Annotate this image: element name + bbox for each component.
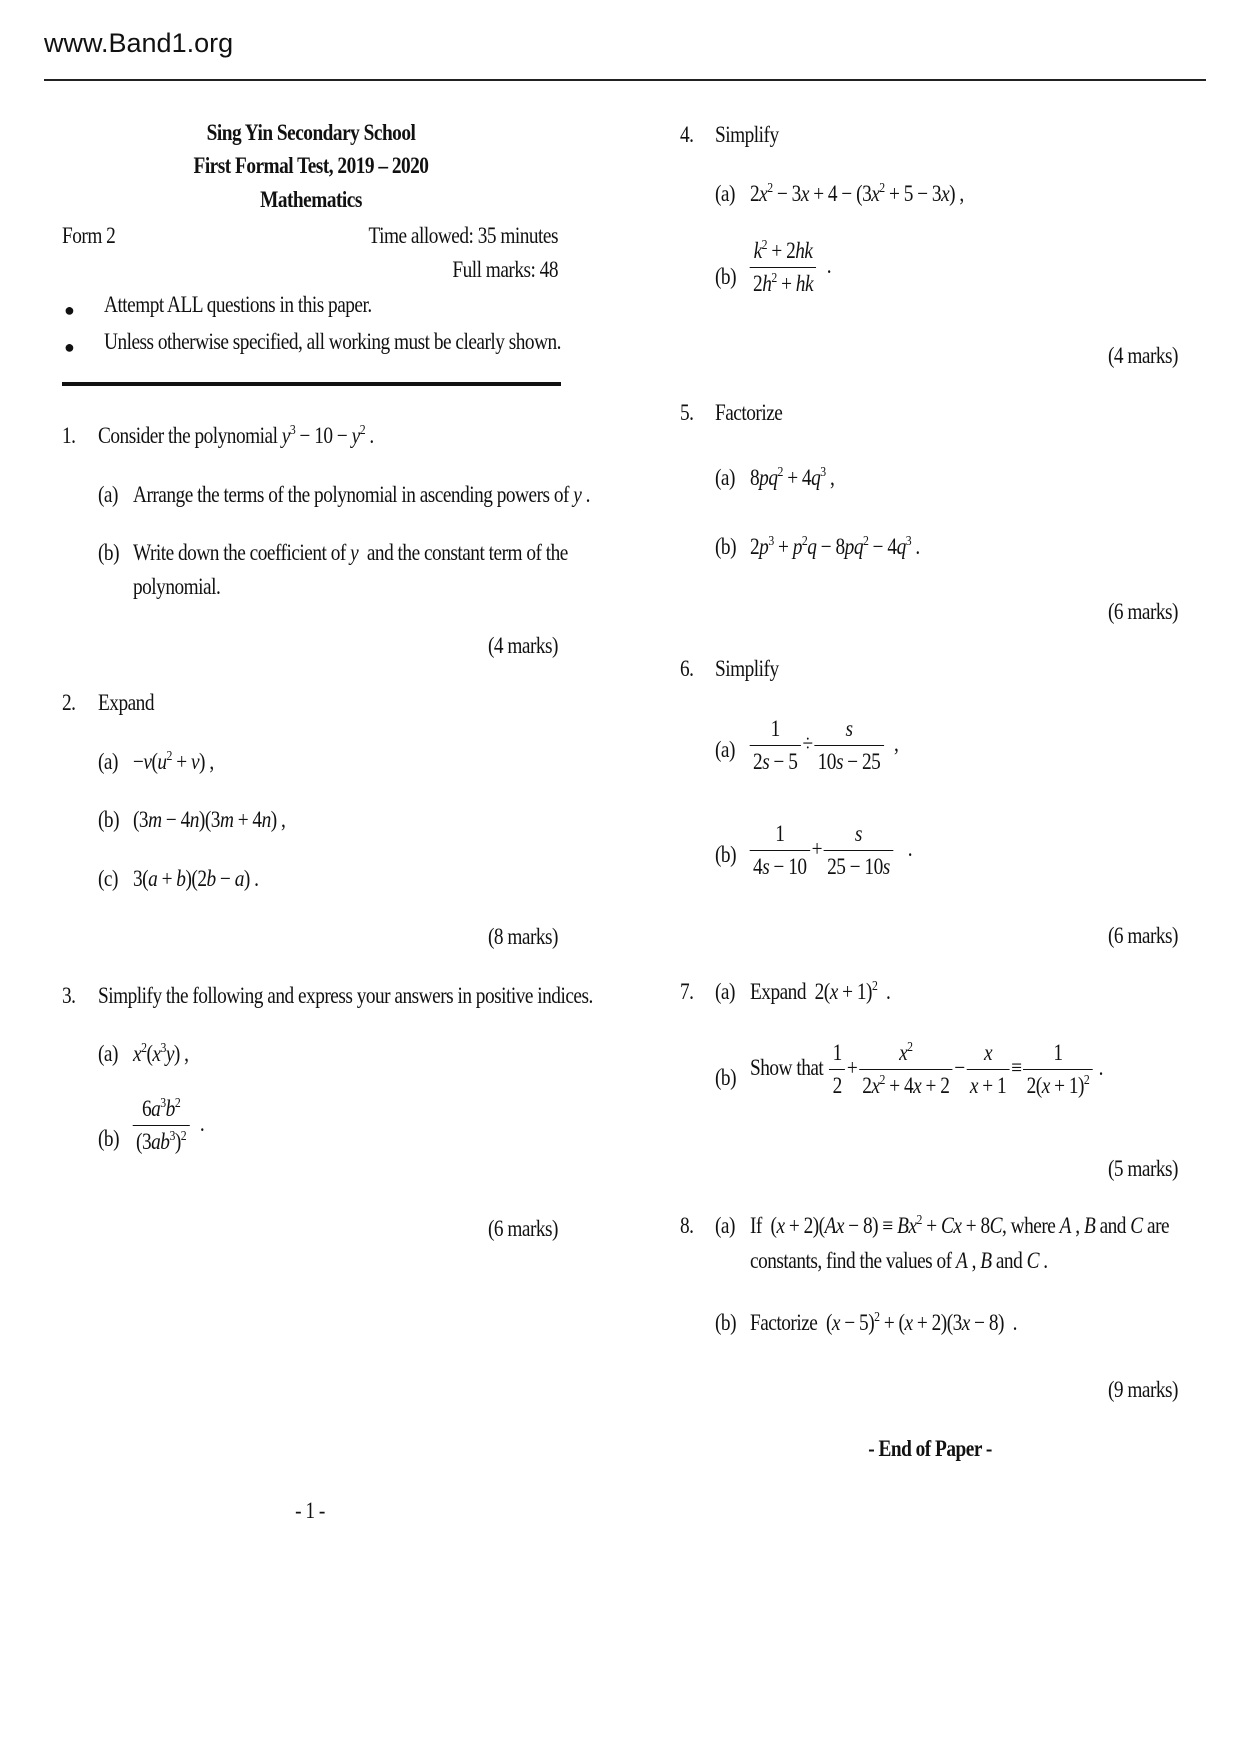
q6-stem: Simplify — [715, 656, 779, 681]
bullet-icon: ● — [64, 300, 75, 320]
q8-b-text: Factorize $(x - 5)^2 + (x + 2)(3x - 8)$ . — [750, 1310, 1017, 1335]
q6-a-label: (a) — [715, 737, 735, 762]
site-url[interactable]: www.Band1.org — [44, 28, 234, 58]
time-allowed: Time allowed: 35 minutes — [368, 223, 558, 248]
full-marks: Full marks: 48 — [452, 257, 558, 282]
q6-b-expression: $\frac{1}{4s - 10}$ + $\frac{s}{25 - 10s}$ . — [748, 821, 912, 880]
q8-a-label: (a) — [715, 1213, 735, 1238]
end-of-paper: - End of Paper - — [868, 1436, 992, 1461]
q4-b-expression: $\frac{k^2 + 2hk}{2h^2 + hk}$ . — [748, 238, 831, 297]
q8-a-text: If $(x + 2)(Ax - 8) \equiv Bx^2 + Cx + 8C$, where A , B and C are — [750, 1213, 1170, 1238]
q1-marks: (4 marks) — [487, 633, 558, 658]
q5-a-expression: $8pq^2 + 4q^3$ , — [750, 465, 835, 490]
q1-number: 1. — [62, 423, 76, 448]
q7-marks: (5 marks) — [1107, 1156, 1178, 1181]
subject-title: Mathematics — [260, 187, 362, 212]
q5-stem: Factorize — [715, 400, 783, 425]
q5-b-label: (b) — [715, 534, 737, 559]
q2-a-label: (a) — [98, 749, 118, 774]
q2-b-expression: (3m − 4n)(3m + 4n) , — [133, 807, 286, 832]
q5-a-label: (a) — [715, 465, 735, 490]
q7-b-expression: Show that $\frac{1}{2}$ + $\frac{x^2}{2x^2 + 4x + 2}$ − $\frac{x}{x + 1}$ ≡ $\frac{1}{2(x + 1)^2}$ . — [750, 1040, 1104, 1098]
q2-number: 2. — [62, 690, 76, 715]
q2-c-label: (c) — [98, 866, 118, 891]
q6-b-label: (b) — [715, 842, 737, 867]
q8-number: 8. — [680, 1213, 694, 1238]
q3-a-expression: $x^2(x^3y)$ , — [133, 1041, 189, 1066]
instructions-divider — [62, 382, 561, 386]
q4-number: 4. — [680, 122, 694, 147]
q2-c-expression: 3(a + b)(2b − a) . — [133, 866, 259, 891]
q1-stem: Consider the polynomial $y^3 - 10 - y^2$ . — [98, 423, 374, 448]
q6-marks: (6 marks) — [1107, 923, 1178, 948]
q5-b-expression: $2p^3 + p^2q - 8pq^2 - 4q^3$ . — [750, 534, 920, 559]
instruction-2: Unless otherwise specified, all working must be clearly shown. — [104, 329, 562, 354]
bullet-icon: ● — [64, 337, 75, 357]
q5-number: 5. — [680, 400, 694, 425]
q4-marks: (4 marks) — [1107, 343, 1178, 368]
q3-marks: (6 marks) — [487, 1216, 558, 1241]
q1-a-text: Arrange the terms of the polynomial in ascending powers of y . — [133, 482, 590, 507]
q3-b-label: (b) — [98, 1126, 120, 1151]
q4-b-label: (b) — [715, 264, 737, 289]
q5-marks: (6 marks) — [1107, 599, 1178, 624]
q3-stem: Simplify the following and express your answers in positive indices. — [98, 983, 593, 1008]
school-name: Sing Yin Secondary School — [206, 120, 416, 145]
q7-b-label: (b) — [715, 1065, 737, 1090]
q1-b-text-cont: polynomial. — [133, 574, 221, 599]
q8-b-label: (b) — [715, 1310, 737, 1335]
test-title: First Formal Test, 2019 – 2020 — [193, 153, 429, 178]
q1-a-label: (a) — [98, 482, 118, 507]
q4-a-label: (a) — [715, 181, 735, 206]
header-divider — [44, 79, 1206, 81]
q2-a-expression: $-v(u^2 + v)$ , — [133, 749, 214, 774]
q1-b-label: (b) — [98, 540, 120, 565]
q8-a-text-cont: constants, find the values of A , B and C . — [750, 1248, 1048, 1273]
q3-b-expression: $\frac{6a^3b^2}{(3ab^3)^2}$ . — [131, 1096, 204, 1155]
form-label: Form 2 — [62, 223, 116, 248]
q2-b-label: (b) — [98, 807, 120, 832]
q4-stem: Simplify — [715, 122, 779, 147]
q7-number: 7. — [680, 979, 694, 1004]
q6-number: 6. — [680, 656, 694, 681]
q2-stem: Expand — [98, 690, 155, 715]
q7-a-text: Expand $2(x + 1)^2$ . — [750, 979, 891, 1004]
q6-a-expression: $\frac{1}{2s - 5}$ ÷ $\frac{s}{10s - 25}$ , — [748, 716, 898, 775]
q3-a-label: (a) — [98, 1041, 118, 1066]
q4-a-expression: $2x^2 - 3x + 4 - (3x^2 + 5 - 3x)$ , — [750, 181, 964, 206]
q1-b-text: Write down the coefficient of y and the constant term of the — [133, 540, 568, 565]
q8-marks: (9 marks) — [1107, 1377, 1178, 1402]
q7-a-label: (a) — [715, 979, 735, 1004]
instruction-1: Attempt ALL questions in this paper. — [104, 292, 372, 317]
page-number: - 1 - — [295, 1498, 325, 1523]
q2-marks: (8 marks) — [487, 924, 558, 949]
q3-number: 3. — [62, 983, 76, 1008]
